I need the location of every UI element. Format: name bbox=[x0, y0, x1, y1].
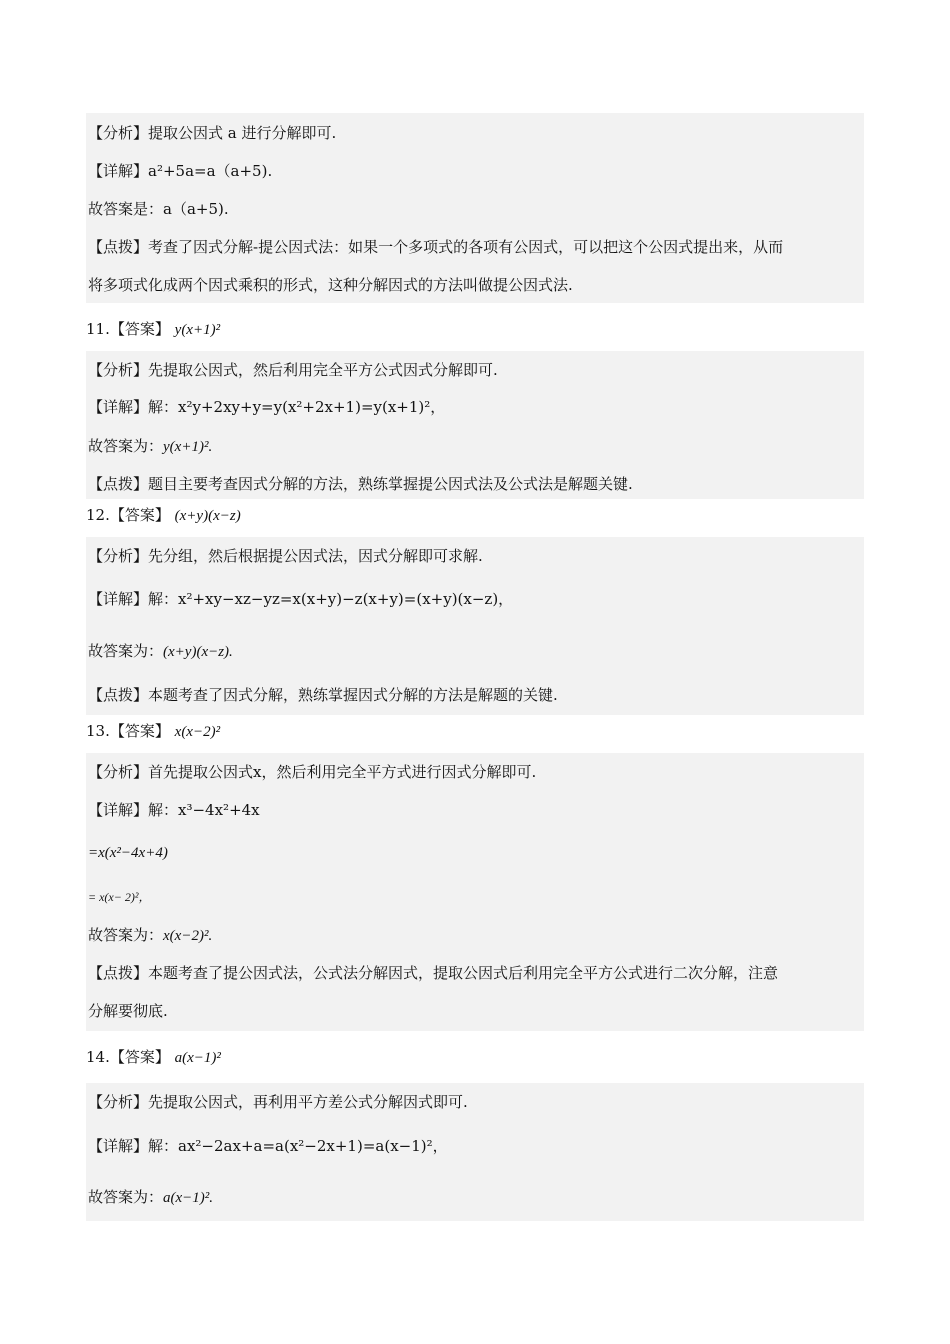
q13-solution-box bbox=[86, 753, 864, 1031]
q13-tip-line2: 分解要彻底. bbox=[88, 1002, 168, 1020]
q13-step2: = x(x− 2)²， bbox=[88, 890, 151, 904]
q10-analysis: 【分析】提取公因式 a 进行分解即可. bbox=[88, 124, 337, 142]
q12-answer: (x+y)(x−z) bbox=[174, 508, 241, 524]
q12-analysis: 【分析】先分组，然后根据提公因式法，因式分解即可求解. bbox=[88, 547, 483, 565]
q11-tip: 【点拨】题目主要考查因式分解的方法，熟练掌握提公因式法及公式法是解题关键. bbox=[88, 475, 633, 493]
q11-solution-box bbox=[86, 351, 864, 499]
q13-detail: 【详解】解：x³−4x²+4x bbox=[88, 801, 260, 819]
q14-analysis: 【分析】先提取公因式，再利用平方差公式分解因式即可. bbox=[88, 1093, 468, 1111]
q11-detail: 【详解】解：x²y+2xy+y=y(x²+2x+1)=y(x+1)²， bbox=[88, 398, 446, 416]
q11-analysis: 【分析】先提取公因式，然后利用完全平方公式因式分解即可. bbox=[88, 361, 498, 379]
q14-solution-box bbox=[86, 1083, 864, 1221]
q12-answer-header: 12.【答案】 (x+y)(x−z) bbox=[86, 506, 241, 524]
q13-answer-line: 故答案为：x(x−2)². bbox=[88, 926, 213, 944]
q10-tip-line2: 将多项式化成两个因式乘积的形式，这种分解因式的方法叫做提公因式法. bbox=[88, 276, 573, 294]
q13-tip-line1: 【点拨】本题考查了提公因式法，公式法分解因式，提取公因式后利用完全平方公式进行二次分解，注意 bbox=[88, 964, 779, 982]
q13-answer-header: 13.【答案】 x(x−2)² bbox=[86, 722, 221, 740]
q10-tip-line1: 【点拨】考查了因式分解-提公因式法：如果一个多项式的各项有公因式，可以把这个公因式提出来，从而 bbox=[88, 238, 784, 256]
q10-answer-line: 故答案是：a（a+5). bbox=[88, 200, 229, 218]
q13-step1: =x(x²−4x+4) bbox=[88, 845, 168, 861]
q13-answer: x(x−2)² bbox=[174, 724, 221, 740]
answer-page bbox=[86, 113, 864, 1221]
q10-solution-box bbox=[86, 113, 864, 303]
q10-detail: 【详解】a²+5a=a（a+5). bbox=[88, 162, 273, 180]
q14-answer: a(x−1)² bbox=[174, 1050, 221, 1066]
q14-answer-header: 14.【答案】 a(x−1)² bbox=[86, 1048, 221, 1066]
q12-tip: 【点拨】本题考查了因式分解，熟练掌握因式分解的方法是解题的关键. bbox=[88, 686, 558, 704]
q12-answer-line: 故答案为：(x+y)(x−z). bbox=[88, 642, 233, 660]
q14-answer-line: 故答案为：a(x−1)². bbox=[88, 1188, 214, 1206]
q12-detail: 【详解】解：x²+xy−xz−yz=x(x+y)−z(x+y)=(x+y)(x−z)， bbox=[88, 590, 514, 608]
q11-answer-header: 11.【答案】 y(x+1)² bbox=[86, 320, 221, 338]
q11-answer: y(x+1)² bbox=[174, 322, 221, 338]
q14-detail: 【详解】解：ax²−2ax+a=a(x²−2x+1)=a(x−1)²， bbox=[88, 1137, 448, 1155]
q11-answer-line: 故答案为：y(x+1)². bbox=[88, 437, 213, 455]
q13-analysis: 【分析】首先提取公因式x，然后利用完全平方式进行因式分解即可. bbox=[88, 763, 537, 781]
q12-solution-box bbox=[86, 537, 864, 715]
